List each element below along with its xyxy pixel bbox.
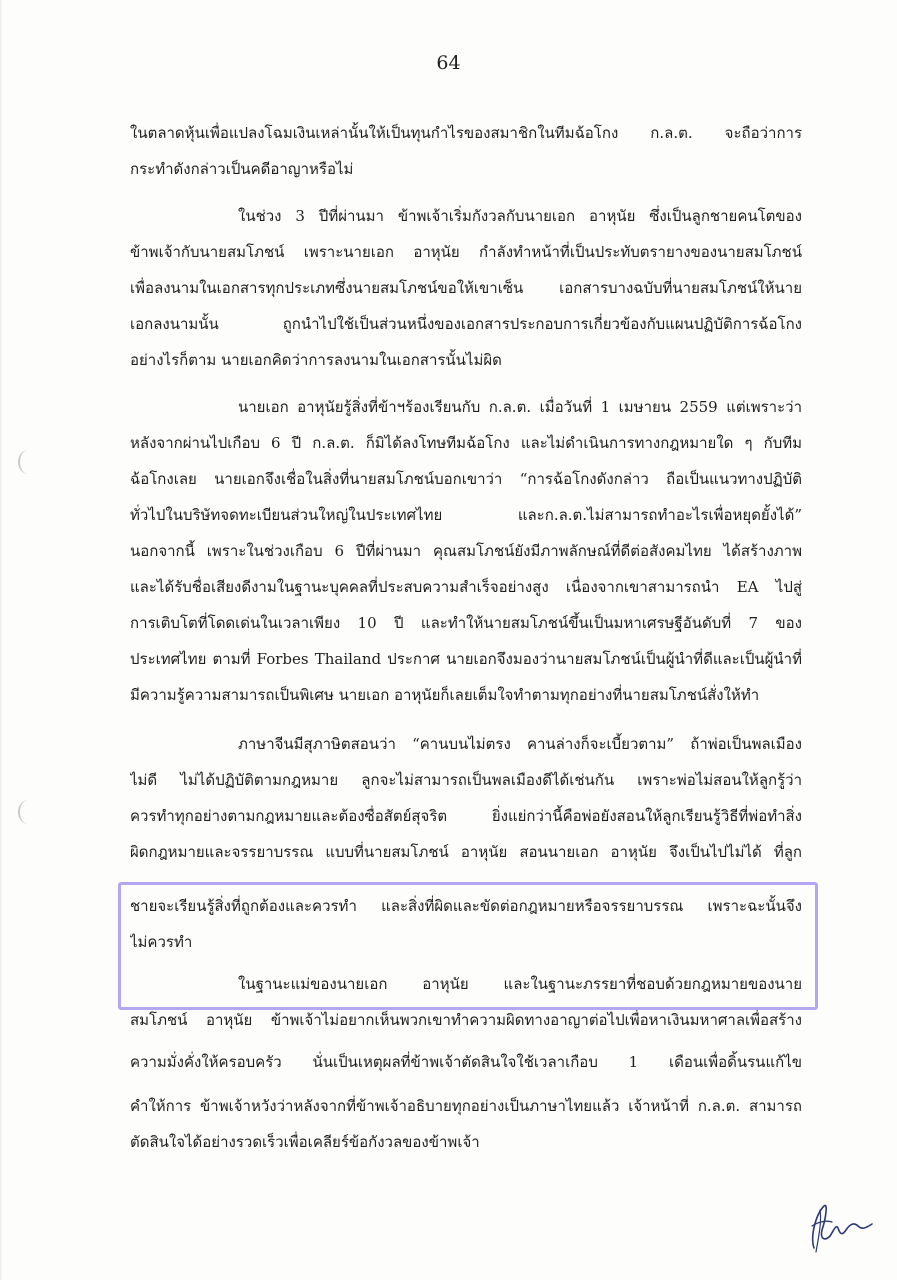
text-line: สมโภชน์ อาหุนัย ข้าพเจ้าไม่อยากเห็นพวกเขาทำความผิดทางอาญาต่อไปเพื่อหาเงินมหาศาลเพื่อสร้าง xyxy=(130,1011,802,1029)
text-line: ชายจะเรียนรู้สิ่งที่ถูกต้องและควรทำ และสิ่งที่ผิดและขัดต่อกฎหมายหรือจรรยาบรรณ เพราะฉะนั้นจึง xyxy=(130,897,802,915)
paragraph-first-line: ในช่วง 3 ปีที่ผ่านมา ข้าพเจ้าเริ่มกังวลกับนายเอก อาหุนัย ซึ่งเป็นลูกชายคนโตของ xyxy=(238,207,802,225)
text-line: ความมั่งคั่งให้ครอบครัว นั่นเป็นเหตุผลที่ข้าพเจ้าตัดสินใจใช้เวลาเกือบ 1 เดือนเพื่อดิ้นรนแก้ไข xyxy=(130,1053,802,1071)
text-line: ข้าพเจ้ากับนายสมโภชน์ เพราะนายเอก อาหุนัย กำลังทำหน้าที่เป็นประทับตรายางของนายสมโภชน์ xyxy=(130,243,802,261)
text-line: การเติบโตที่โดดเด่นในเวลาเพียง 10 ปี และทำให้นายสมโภชน์ขึ้นเป็นมหาเศรษฐีอันดับที่ 7 ของ xyxy=(130,614,802,632)
text-line: ในตลาดหุ้นเพื่อแปลงโฉมเงินเหล่านั้นให้เป็นทุนกำไรของสมาชิกในทีมฉ้อโกง ก.ล.ต. จะถือว่าการ xyxy=(130,124,802,142)
text-line: เพื่อลงนามในเอกสารทุกประเภทซึ่งนายสมโภชน์ขอให้เขาเซ็น เอกสารบางฉบับที่นายสมโภชน์ให้นาย xyxy=(130,279,802,297)
paragraph-first-line: ภาษาจีนมีสุภาษิตสอนว่า “คานบนไม่ตรง คานล่างก็จะเบี้ยวตาม” ถ้าพ่อเป็นพลเมือง xyxy=(238,735,802,753)
scan-edge-left xyxy=(0,0,2,1280)
text-line: ควรทำทุกอย่างตามกฎหมายและต้องซื่อสัตย์สุจริต ยิ่งแย่กว่านี้คือพ่อยังสอนให้ลูกเรียนรู้วิธีที่พ่อทำสิ่ง xyxy=(130,807,802,825)
text-line: เอกลงนามนั้น ถูกนำไปใช้เป็นส่วนหนึ่งของเอกสารประกอบการเกี่ยวข้องกับแผนปฏิบัติการฉ้อโกง xyxy=(130,315,802,333)
text-line: ผิดกฎหมายและจรรยาบรรณ แบบที่นายสมโภชน์ อาหุนัย สอนนายเอก อาหุนัย จึงเป็นไปไม่ได้ ที่ลูก xyxy=(130,843,802,861)
page-number: 64 xyxy=(436,52,461,74)
text-line: ทั่วไปในบริษัทจดทะเบียนส่วนใหญ่ในประเทศไทย และก.ล.ต.ไม่สามารถทำอะไรเพื่อหยุดยั้งได้” xyxy=(130,506,802,524)
text-line: ตัดสินใจได้อย่างรวดเร็วเพื่อเคลียร์ข้อกังวลของข้าพเจ้า xyxy=(130,1133,480,1151)
text-line: ไม่ดี ไม่ได้ปฏิบัติตามกฎหมาย ลูกจะไม่สามารถเป็นพลเมืองดีได้เช่นกัน เพราะพ่อไม่สอนให้ลูกรู้ว่า xyxy=(130,771,802,789)
paragraph-first-line: นายเอก อาหุนัยรู้สิ่งที่ข้าฯร้องเรียนกับ ก.ล.ต. เมื่อวันที่ 1 เมษายน 2559 แต่เพราะว่า xyxy=(238,398,802,416)
text-line: มีความรู้ความสามารถเป็นพิเศษ นายเอก อาหุนัยก็เลยเต็มใจทำตามทุกอย่างที่นายสมโภชน์สั่งให้ทำ xyxy=(130,686,760,704)
punch-hole-mark xyxy=(18,800,38,824)
text-line: ไม่ควรทำ xyxy=(130,933,193,951)
punch-hole-mark xyxy=(18,450,38,474)
text-line: ฉ้อโกงเลย นายเอกจึงเชื่อในสิ่งที่นายสมโภชน์บอกเขาว่า “การฉ้อโกงดังกล่าว ถือเป็นแนวทางปฏิบัติ xyxy=(130,470,802,488)
text-line: ประเทศไทย ตามที่ Forbes Thailand ประกาศ นายเอกจึงมองว่านายสมโภชน์เป็นผู้นำที่ดีและเป็นผู้นำที่ xyxy=(130,650,802,668)
text-line: กระทำดังกล่าวเป็นคดีอาญาหรือไม่ xyxy=(130,160,354,178)
text-line: หลังจากผ่านไปเกือบ 6 ปี ก.ล.ต. ก็มิได้ลงโทษทีมฉ้อโกง และไม่ดำเนินการทางกฎหมายใด ๆ กับทีม xyxy=(130,434,802,452)
text-line: และได้รับชื่อเสียงดีงามในฐานะบุคคลที่ประสบความสำเร็จอย่างสูง เนื่องจากเขาสามารถนำ EA ไปสู่ xyxy=(130,578,802,596)
text-line: คำให้การ ข้าพเจ้าหวังว่าหลังจากที่ข้าพเจ้าอธิบายทุกอย่างเป็นภาษาไทยแล้ว เจ้าหน้าที่ ก.ล.ต. สามารถ xyxy=(130,1097,802,1115)
text-line: อย่างไรก็ตาม นายเอกคิดว่าการลงนามในเอกสารนั้นไม่ผิด xyxy=(130,351,502,369)
signature xyxy=(800,1196,880,1256)
highlight-box xyxy=(118,882,818,1010)
paragraph-first-line: ในฐานะแม่ของนายเอก อาหุนัย และในฐานะภรรยาที่ชอบด้วยกฎหมายของนาย xyxy=(238,975,802,993)
text-line: นอกจากนี้ เพราะในช่วงเกือบ 6 ปีที่ผ่านมา คุณสมโภชน์ยังมีภาพลักษณ์ที่ดีต่อสังคมไทย ได้สร้างภาพ xyxy=(130,542,802,560)
